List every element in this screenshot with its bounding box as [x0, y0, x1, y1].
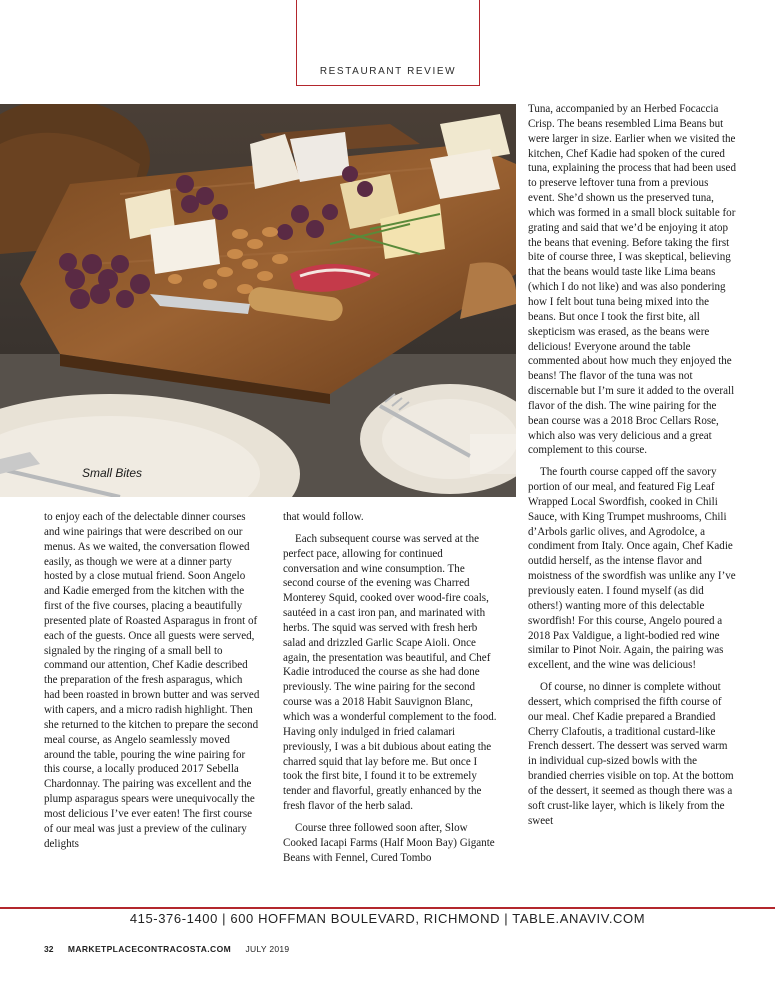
article-column-3	[528, 102, 736, 829]
paragraph: Tuna, accompanied by an Herbed Focaccia Crisp. The beans resembled Lima Beans but were larger in size. Earlier when we visited the kitchen, Chef Kadie had spoken of the cured tuna, explaining the process that had been used to preserve leftover tuna from a previous event. She’d shown us the preserved tuna, which was formed in a small block suitable for grating and said that we’d be enjoying it atop the beans that evening. Before taking the first bite of course three, I was skeptical, believing that the beans would taste like Lima beans (which I do not like) and was also pondering how I felt bout tuna being mixed into the beans. But once I took the first bite, all skepticism was erased, as the beans were delicious! Everyone around the table commented about how much they enjoyed the beans! The flavor of the tuna was not discernable but I’m sure it added to the overall flavor of the dish. The wine pairing for the bean course was a 2018 Broc Cellars Rose, which also was very delicious and a great complement to this course.	[528, 103, 736, 457]
paragraph: The fourth course capped off the savory portion of our meal, and featured Fig Leaf Wrapped Local Swordfish, cooked in Chili Sauce, with King Trumpet mushrooms, Chili d’Arbols garlic olives, and Agrodolce, a condiment from Italy. Once again, Chef Kadie outdid herself, as the intense flavor and moistness of the swordfish was unlike any I’ve previously eaten. I found myself (as did others!) wanting more of this delectable swordfish! For this course, Angelo poured a 2018 Pax Valdigue, a light-bodied red wine similar to Pinot Noir. Again, the pairing was excellent, and the wine was delicious!	[528, 466, 736, 672]
paragraph: Each subsequent course was served at the perfect pace, allowing for continued conversation and wine consumption. The second course of the evening was Charred Monterey Squid, cooked over wood-fire coals, sautéed in a cast iron pan, and marinated with herbs. The squid was served with fresh herb salad and drizzled Garlic Scape Aioli. Once again, the presentation was beautiful, and Chef Kadie introduced the course as she had done previously. The wine pairing for the second course was a 2018 Habit Sauvignon Blanc, which was a wonderful complement to the food. Having only indulged in fried calamari previously, I was a bit dubious about eating the charred squid that lay before me. But once I took the first bite, I found it to be extremely tender and flavorful, greatly enhanced by the fresh flavor of the herb salad.	[283, 532, 497, 813]
paragraph: that would follow.	[283, 511, 364, 523]
paragraph: to enjoy each of the delectable dinner courses and wine pairings that were described on our menus. As we waited, the conversation flowed easily, as though we were at a dinner party hosted by a close mutual friend. Soon Angelo and Kadie emerged from the kitchen with the first of the five courses, placing a beautifully presented plate of Roasted Asparagus in front of each of the guests. Once all guests were served, signaled by the ringing of a small bell to command our attention, Chef Kadie described the preparation of the fresh asparagus, which had been roasted in brown butter and was served with capers, and a micro radish highlight. Then she returned to the kitchen to prepare the second meal course, as Angelo seamlessly moved around the table, pouring the wine pairing for this course, a locally produced 2017 Sebella Chardonnay. The pairing was excellent and the plump asparagus spears were unequivocally the most delicious I’ve ever eaten! The first course of our meal was just a preview of the culinary delights	[44, 511, 260, 850]
paragraph: Course three followed soon after, Slow Cooked Iacapi Farms (Half Moon Bay) Gigante Beans with Fennel, Cured Tombo	[283, 821, 495, 864]
section-tab	[296, 0, 480, 86]
cheese-board-illustration	[0, 104, 516, 497]
issue-date: JULY 2019	[245, 944, 290, 954]
footer-divider	[0, 907, 775, 909]
section-label: RESTAURANT REVIEW	[319, 66, 457, 77]
page-number: 32	[44, 944, 54, 954]
paragraph: Of course, no dinner is complete without dessert, which comprised the fifth course of our meal. Chef Kadie prepared a Brandied Cherry Clafoutis, a traditional custard-like French dessert. The dessert was served warm in individual cup-sized bowls with the brandied cherries visible on top. At the bottom of the dessert, it seemed as though there was a soft crust-like layer, which is likely from the sweet	[528, 681, 734, 827]
article-column-1	[44, 510, 260, 851]
restaurant-contact-line: 415-376-1400 | 600 HOFFMAN BOULEVARD, RICHMOND | TABLE.ANAVIV.COM	[129, 911, 646, 926]
publication-site: MARKETPLACECONTRACOSTA.COM	[67, 944, 232, 954]
photo-caption: Small Bites	[82, 466, 143, 480]
cheese-board-photo	[0, 104, 516, 497]
page-folio	[44, 944, 289, 954]
article-column-2	[283, 510, 497, 865]
